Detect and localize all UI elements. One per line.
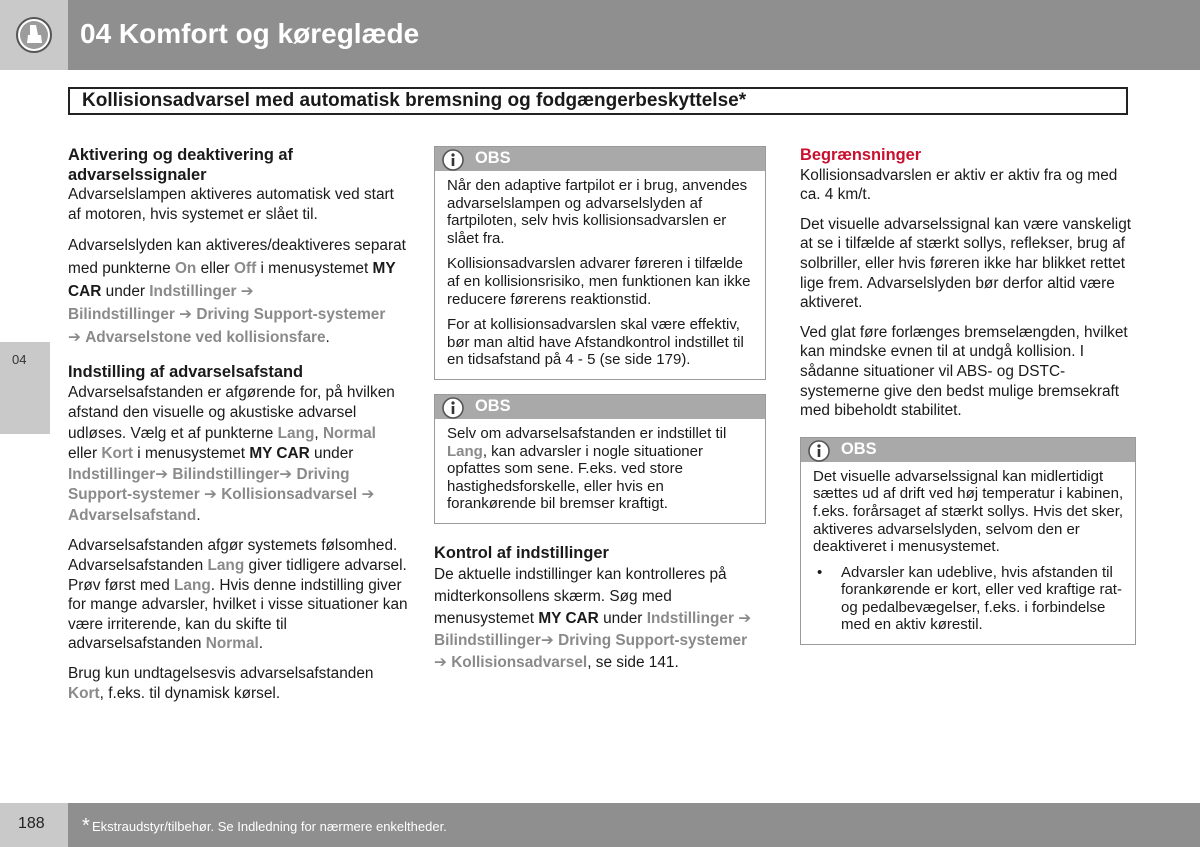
obs-header [801,438,1135,462]
info-icon [807,439,831,463]
arrow-icon: ➔ [361,486,375,504]
menu-path-item: Bilindstillinger [434,631,541,649]
menu-path-item: Bilindstillinger [68,306,175,324]
obs-text: Det visuelle advarselssignal kan midlertidigt sættes ud af drift ved høj temperatur i kabinen, f.eks. forårsaget af stærkt sollys. Hvis det sker, aktiveres advarselslyden, selvom den er deaktiveret i menusystemet. [813,467,1124,556]
obs-box [800,437,1136,645]
menu-path-item: Advarselsafstand [68,506,197,524]
paragraph: Det visuelle advarselssignal kan være vanskeligt at se i tilfælde af stærkt sollys, reflekser, brug af solbriller, eller hvis føreren ikke har blikket rettet lige frem. Advarselslyden bør derfor altid være aktiveret. [800,215,1132,312]
paragraph-check-menu: De aktuelle indstillinger kan kontrolleres på midterkonsollens skærm. Søg med menusystemet MY CAR under Indstillinger ➔ Bilindstillinger➔ Driving Support-systemer ➔ Kollisionsadvarsel, se side 141. [434,565,752,671]
info-icon [441,148,465,172]
footnote-text: Ekstraudstyr/tilbehør. Se Indledning for nærmere enkeltheder. [92,819,447,834]
menu-path-item: Kollisionsadvarsel [451,653,588,671]
chapter-title: 04 Komfort og køreglæde [80,18,420,49]
obs-label: OBS [475,396,511,415]
menu-path-item: Bilindstillinger [172,465,280,483]
column-middle [434,146,766,684]
arrow-icon: ➔ [68,329,81,347]
chapter-tab [0,342,50,434]
column-left [68,146,408,713]
obs-text: Når den adaptive fartpilot er i brug, anvendes advarselslampen og advarselslyden af fartpiloten, selv hvis kollisionsadvarslen er slået fra. [447,177,748,247]
menu-option-off: Off [233,260,257,278]
info-icon [441,396,465,420]
chapter-tab-label: 04 [12,352,27,367]
car-seat-icon [15,16,53,54]
footnote-star: * [82,815,90,837]
arrow-icon: ➔ [434,653,447,671]
paragraph: Advarselsafstanden afgør systemets følsomhed. Advarselsafstanden Lang giver tidligere advarsel. Prøv først med Lang. Hvis denne indstilling giver for mange advarsler, hvilket i visse situationer kan være irriterende, kan du skifte til advarselsafstanden Normal. [68,537,408,653]
menu-path-item: Driving Support-systemer [196,306,386,324]
menu-mycar: MY CAR [68,260,396,301]
paragraph: Ved glat føre forlænges bremselængden, hvilket kan mindske evnen til at undgå kollision. I sådanne situationer vil ABS- og DSTC-systemerne give den bedst mulige bremsekraft med bibeholdt stabilitet. [800,323,1128,420]
obs-box [434,394,766,524]
menu-path-item: Advarselstone ved kollisionsfare [85,329,326,347]
obs-label: OBS [841,439,877,458]
menu-option-on: On [174,260,197,278]
footer-bar [68,803,1200,847]
obs-text: Kollisionsadvarslen advarer føreren i tilfælde af en kollisionsrisiko, men funktionen kan ikke reducere førerens reaktionstid. [447,255,751,308]
arrow-icon: ➔ [204,486,217,504]
page-number: 188 [18,815,45,832]
menu-path-item: Driving Support-systemer [68,465,350,504]
obs-text: For at kollisionsadvarslen skal være effektiv, bør man altid have Afstandkontrol indstillet til en tidsafstand på 4 - 5 (se side 179). [447,316,744,369]
chapter-icon-box [0,0,68,70]
paragraph-distance-menu: Advarselsafstanden er afgørende for, på hvilken afstand den visuelle og akustiske advarsel udløses. Vælg et af punkterne Lang, Normal eller Kort i menusystemet MY CAR under Indstillinger➔ Bilindstillinger➔ Driving Support-systemer ➔ Kollisionsadvarsel ➔ Advarselsafstand. [68,383,395,524]
obs-body [801,462,1135,644]
section-title: Kollisionsadvarsel med automatisk bremsning og fodgængerbeskyttelse* [68,87,1128,115]
heading-check-settings: Kontrol af indstillinger [434,543,609,562]
arrow-icon: ➔ [155,465,169,483]
arrow-icon: ➔ [540,631,554,649]
column-right [800,146,1136,659]
heading-limitations: Begrænsninger [800,146,922,164]
menu-path-item: Indstillinger [646,609,734,627]
obs-label: OBS [475,149,511,167]
page-number-box [0,803,68,847]
arrow-icon: ➔ [738,609,752,627]
arrow-icon: ➔ [279,465,293,483]
obs-box [434,146,766,380]
menu-path-item: Indstillinger [149,283,237,301]
paragraph: Brug kun undtagelsesvis advarselsafstanden Kort, f.eks. til dynamisk kørsel. [68,665,374,702]
obs-header [435,147,765,171]
paragraph: Advarselslampen aktiveres automatisk ved start af motoren, hvis systemet er slået til. [68,186,394,223]
menu-path-item: Indstillinger [68,465,156,483]
arrow-icon: ➔ [179,306,193,324]
obs-body [435,419,765,523]
obs-text: Selv om advarselsafstanden er indstillet til Lang, kan advarsler i nogle situationer opfattes som sene. F.eks. ved store hastighedsforskelle, eller hvis en forankørende bil bremser kraftigt. [447,424,727,513]
paragraph: Kollisionsadvarslen er aktiv er aktiv fra og med ca. 4 km/t. [800,166,1118,204]
obs-header [435,395,765,419]
menu-path-item: Kollisionsadvarsel [221,486,358,504]
paragraph-sound-menu: Advarselslyden kan aktiveres/deaktiveres separat med punkterne On eller Off i menusystemet MY CAR under Indstillinger ➔ Bilindstillinger ➔ Driving Support-systemer ➔ Advarselstone ved kollisionsfare. [68,237,406,347]
obs-bullet-item: • Advarsler kan udeblive, hvis afstanden til forankørende er kort, eller ved kraftige rat- og pedalbevægelser, f.eks. i forbindelse med en aktiv kørestil. [813,564,1125,634]
menu-path-item: Driving Support-systemer [558,631,748,649]
heading-activation: Aktivering og deaktivering af advarselssignaler [68,146,293,184]
obs-body [435,171,765,379]
heading-warning-distance: Indstilling af advarselsafstand [68,363,303,382]
arrow-icon: ➔ [240,283,254,301]
